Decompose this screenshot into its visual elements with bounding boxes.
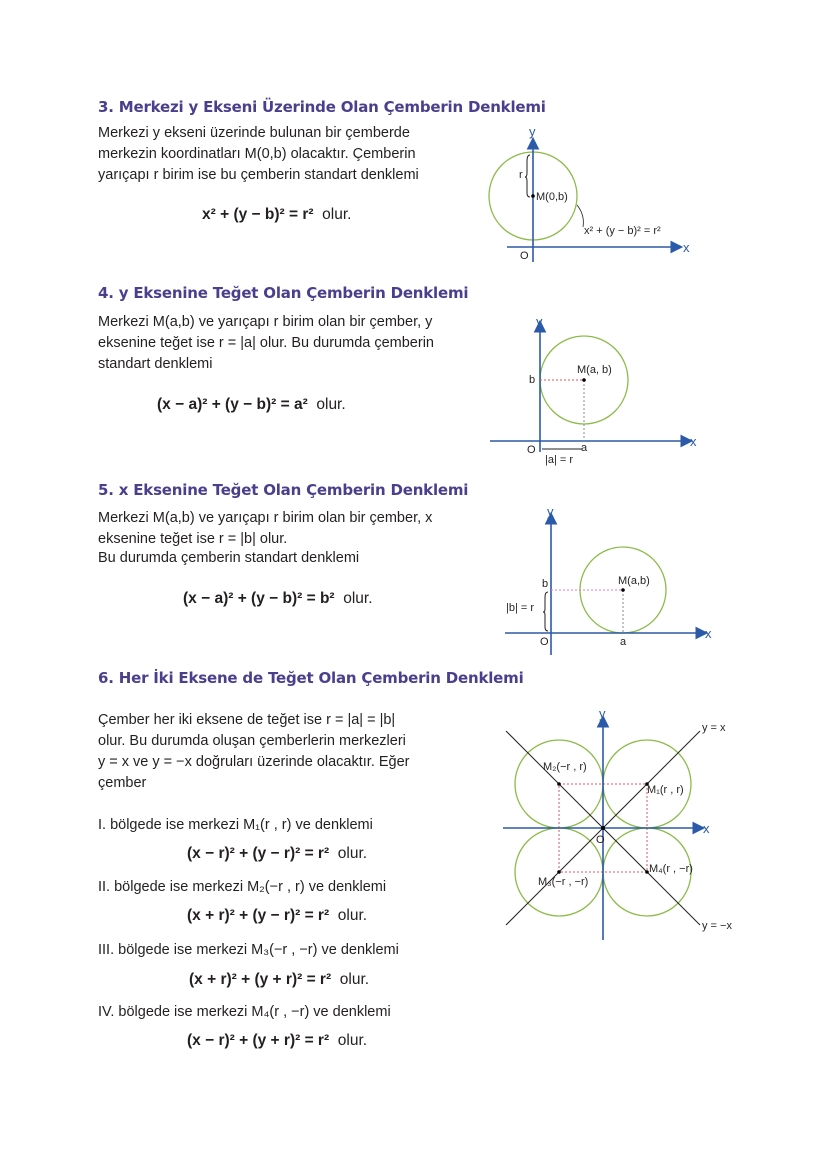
m1-label: M₁(r , r) — [647, 784, 684, 796]
center-label: M(0,b) — [536, 191, 568, 203]
y-label: y — [547, 504, 554, 519]
center-label: M(a, b) — [577, 364, 612, 376]
case-3-text: III. bölgede ise merkezi M₃(−r , −r) ve denklemi — [98, 942, 399, 958]
y-label: y — [529, 124, 536, 139]
s3-line: merkezin koordinatları M(0,b) olacaktır. Çemberin — [98, 146, 416, 162]
s4-line: eksenine teğet ise r = |a| olur. Bu durumda çemberin — [98, 335, 434, 351]
s6-line: Çember her iki eksene de teğet ise r = |a| = |b| — [98, 712, 396, 728]
case-1-text: I. bölgede ise merkezi M₁(r , r) ve denklemi — [98, 817, 373, 833]
s6-line: çember — [98, 775, 147, 791]
radius-brace — [543, 592, 548, 631]
center-point — [531, 194, 535, 198]
center-label: M(a,b) — [618, 575, 650, 587]
y-label: y — [536, 314, 543, 329]
s5-line: Bu durumda çemberin standart denklemi — [98, 550, 360, 566]
olur-text: olur. — [322, 206, 352, 223]
equation: (x − a)² + (y − b)² = b² — [183, 590, 335, 607]
a-label: a — [620, 636, 627, 648]
equation: x² + (y − b)² = r² — [202, 206, 314, 223]
origin-label: O — [527, 444, 536, 456]
section-5-title: 5. x Eksenine Teğet Olan Çemberin Denklemi — [98, 481, 469, 499]
figure-y-axis-center — [489, 124, 690, 262]
equation: (x − r)² + (y − r)² = r² — [187, 845, 330, 862]
x-label: x — [690, 434, 697, 449]
m2-label: M₂(−r , r) — [543, 761, 587, 773]
radius-label: |b| = r — [506, 602, 535, 614]
line-y-equals-minus-x-label: y = −x — [702, 920, 732, 932]
olur-text: olur. — [339, 971, 370, 988]
radius-brace — [525, 155, 530, 197]
figure-tangent-y — [490, 314, 697, 466]
origin-label: O — [520, 250, 529, 262]
equation: (x + r)² + (y − r)² = r² — [187, 907, 330, 924]
b-label: b — [542, 578, 549, 590]
s6-line: olur. Bu durumda oluşan çemberlerin merkezleri — [98, 733, 406, 749]
s5-line: Merkezi M(a,b) ve yarıçapı r birim olan bir çember, x — [98, 510, 433, 526]
x-label: x — [703, 821, 710, 836]
m3-label: M₃(−r , −r) — [538, 876, 589, 888]
origin-point — [601, 826, 605, 830]
a-label: a — [581, 442, 588, 454]
b-label: b — [529, 374, 536, 386]
figure-tangent-both — [503, 706, 732, 940]
radius-label: |a| = r — [545, 454, 574, 466]
y-label: y — [599, 706, 606, 721]
s6-line: y = x ve y = −x doğruları üzerinde olacaktır. Eğer — [98, 754, 410, 770]
section-6-title: 6. Her İki Eksene de Teğet Olan Çemberin Denklemi — [98, 669, 524, 687]
m4-label: M₄(r , −r) — [649, 863, 693, 875]
circle-equation-label: x² + (y − b)² = r² — [584, 225, 661, 237]
figure-tangent-x — [505, 504, 712, 655]
equation: (x − a)² + (y − b)² = a² — [157, 396, 308, 413]
olur-text: olur. — [337, 845, 368, 862]
center-point — [582, 378, 586, 382]
origin-label: O — [540, 636, 549, 648]
x-label: x — [683, 240, 690, 255]
s3-line: Merkezi y ekseni üzerinde bulunan bir çemberde — [98, 125, 410, 141]
olur-text: olur. — [337, 1032, 368, 1049]
case-4-text: IV. bölgede ise merkezi M₄(r , −r) ve denklemi — [98, 1004, 391, 1020]
x-label: x — [705, 626, 712, 641]
equation: (x + r)² + (y + r)² = r² — [189, 971, 332, 988]
center-point — [621, 588, 625, 592]
equation: (x − r)² + (y + r)² = r² — [187, 1032, 330, 1049]
s5-line: eksenine teğet ise r = |b| olur. — [98, 531, 288, 547]
section-3-title: 3. Merkezi y Ekseni Üzerinde Olan Çemberin Denklemi — [98, 98, 546, 116]
s3-line: yarıçapı r birim ise bu çemberin standart denklemi — [98, 167, 419, 183]
case-2-text: II. bölgede ise merkezi M₂(−r , r) ve denklemi — [98, 879, 387, 895]
olur-text: olur. — [316, 396, 346, 413]
s4-line: standart denklemi — [98, 356, 213, 372]
s4-line: Merkezi M(a,b) ve yarıçapı r birim olan bir çember, y — [98, 314, 433, 330]
olur-text: olur. — [343, 590, 373, 607]
r-label: r — [519, 169, 523, 181]
line-y-equals-x-label: y = x — [702, 722, 726, 734]
origin-label: O — [596, 834, 605, 846]
olur-text: olur. — [337, 907, 368, 924]
section-4-title: 4. y Eksenine Teğet Olan Çemberin Denklemi — [98, 284, 469, 302]
pointer-arrow — [577, 205, 583, 227]
